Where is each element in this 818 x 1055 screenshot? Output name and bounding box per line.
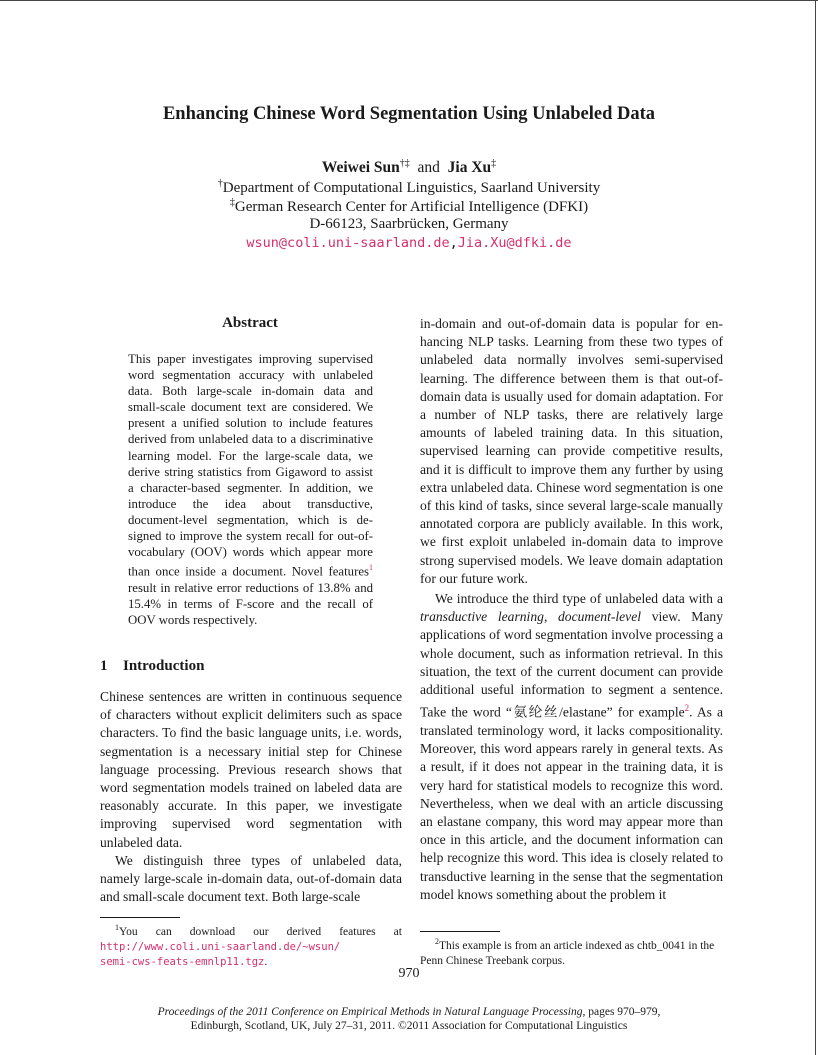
left-column (100, 688, 402, 906)
email-separator: , (449, 235, 458, 251)
footnote-rule-right (420, 931, 500, 932)
right-p2-italic-2: document-level (558, 609, 642, 625)
footnote-1-url-line-1[interactable]: http://www.coli.uni-saarland.de/~wsun/ (100, 940, 341, 953)
proceedings-venue: Proceedings of the 2011 Conference on Empirical Methods in Natural Language Processing (157, 1006, 583, 1018)
right-p2-end: . As a translated terminology word, it lacks compositionality. Moreover, this word appears rarely in general texts. As a result, if it does not appear in the training data, it is very hard for statistical models to recognize this word. Nevertheless, when we deal with an article discussing an elastane company, this word may appear more than once in this article, and the document information can help recognize this word. This idea is closely related to transductive learning in the sense that the segmentation model knows something about the problem it (420, 704, 723, 902)
section-title: Introduction (123, 658, 205, 674)
footnote-2-ref[interactable]: 2 (684, 703, 690, 714)
affiliation-3: D-66123, Saarbrücken, Germany (309, 216, 509, 232)
footnote-2 (420, 934, 723, 969)
section-number: 1 (100, 658, 108, 674)
abstract-text: This paper investigates improving supervised word segmentation accuracy with unlabeled data. Both large-scale in-domain data and small-scale document text are considered. We present a unified solution to include features derived from unlabeled data to a discriminative learning model. For the large-scale data, we derive string statistics from Gigaword to assist a character-based segmenter. In addition, we introduce the idea about transductive, document-level segmentation, which is designed to improve the system recall for out-of-vocabulary (OOV) words which appear more than once inside a document. Novel features (128, 352, 373, 579)
proceedings-pages: , pages 970–979, (582, 1006, 661, 1018)
section-heading-introduction (100, 658, 204, 675)
intro-paragraph-2: We distinguish three types of unlabeled data, namely large-scale in-domain data, out-of-domain data and small-scale document text. Both large-scale (100, 852, 402, 905)
right-p2-comma: , (543, 609, 558, 625)
page-border-top (0, 0, 818, 1)
footnote-2-mark: 2 (435, 937, 439, 946)
affiliation-2 (0, 197, 818, 216)
affiliation-2-mark: ‡ (229, 197, 235, 208)
author-2: Jia Xu (447, 159, 492, 177)
right-paragraph-2 (420, 590, 723, 904)
affiliation-1 (0, 178, 818, 197)
author-line (0, 158, 818, 177)
right-p2-italic-1: transductive learning (420, 609, 544, 625)
intro-paragraph-1: Chinese sentences are written in continuous sequence of characters without explicit delimiters such as space characters. To find the basic language units, i.e. words, segmentation is a necessary initial step for Chinese language processing. Previous research shows that word segmentation models trained on labeled data are reasonably accurate. In this paper, we investigate improving supervised word segmentation with unlabeled data. (100, 689, 402, 850)
email-1-link[interactable]: wsun@coli.uni-saarland.de (246, 235, 450, 251)
abstract-heading: Abstract (222, 315, 278, 331)
affiliation-2-text: German Research Center for Artificial Intelligence (DFKI) (234, 199, 589, 215)
right-p2-start: We introduce the third type of unlabeled data with a (435, 591, 723, 607)
author-1: Weiwei Sun (321, 159, 400, 177)
email-2-link[interactable]: Jia.Xu@dfki.de (457, 235, 572, 251)
abstract-text-end: result in relative error reductions of 13.8% and 15.4% in terms of F-score and the recall of OOV words respectively. (128, 580, 373, 627)
footnote-1 (100, 920, 402, 970)
proceedings-location: Edinburgh, Scotland, UK, July 27–31, 2011. ©2011 Association for Computational Linguistics (190, 1019, 628, 1032)
footnote-1-url-line-2[interactable]: semi-cws-feats-emnlp11.tgz (100, 955, 265, 968)
author-1-marks: †‡ (399, 158, 410, 169)
footnote-1-ref[interactable]: 1 (369, 563, 373, 573)
author-2-marks: ‡ (491, 158, 497, 169)
affiliation-1-mark: † (217, 178, 223, 189)
proceedings-footer (0, 1006, 818, 1033)
page-number: 970 (398, 966, 420, 981)
footnote-rule-left (100, 917, 180, 918)
right-p2-middle: view. Many applications of word segmentation involve processing a whole document, such as information retrieval. In this situation, the text of the current document can provide additional useful information to segment a sentence. Take the word “氨纶丝/elastane” for example (420, 609, 724, 720)
email-line (0, 235, 818, 251)
abstract-body (128, 351, 373, 628)
right-paragraph-1: in-domain and out-of-domain data is popular for enhancing NLP tasks. Learning from these two types of unlabeled data normally involves semi-supervised learning. The difference between them is that out-of-domain data is usually used for domain adaptation. For a number of NLP tasks, there are relatively large amounts of labeled training data. In this situation, supervised learning can provide competitive results, and it is difficult to improve them any further by using extra unlabeled data. Chinese word segmentation is one of this kind of tasks, since several large-scale manually annotated corpora are publicly available. In this work, we first exploit unlabeled in-domain data to improve strong supervised models. We leave domain adaptation for our future work. (420, 316, 723, 586)
right-column (420, 315, 723, 904)
footnote-1-text: You can download our derived features at (119, 925, 402, 938)
footnote-1-mark: 1 (115, 923, 119, 932)
affiliation-1-text: Department of Computational Linguistics, Saarland University (222, 180, 601, 196)
paper-title: Enhancing Chinese Word Segmentation Using Unlabeled Data (162, 104, 656, 124)
footnote-1-end: . (264, 955, 268, 968)
footnote-2-text: This example is from an article indexed as chtb_0041 in the Penn Chinese Treebank corpus. (420, 939, 715, 967)
author-and: and (417, 159, 440, 177)
